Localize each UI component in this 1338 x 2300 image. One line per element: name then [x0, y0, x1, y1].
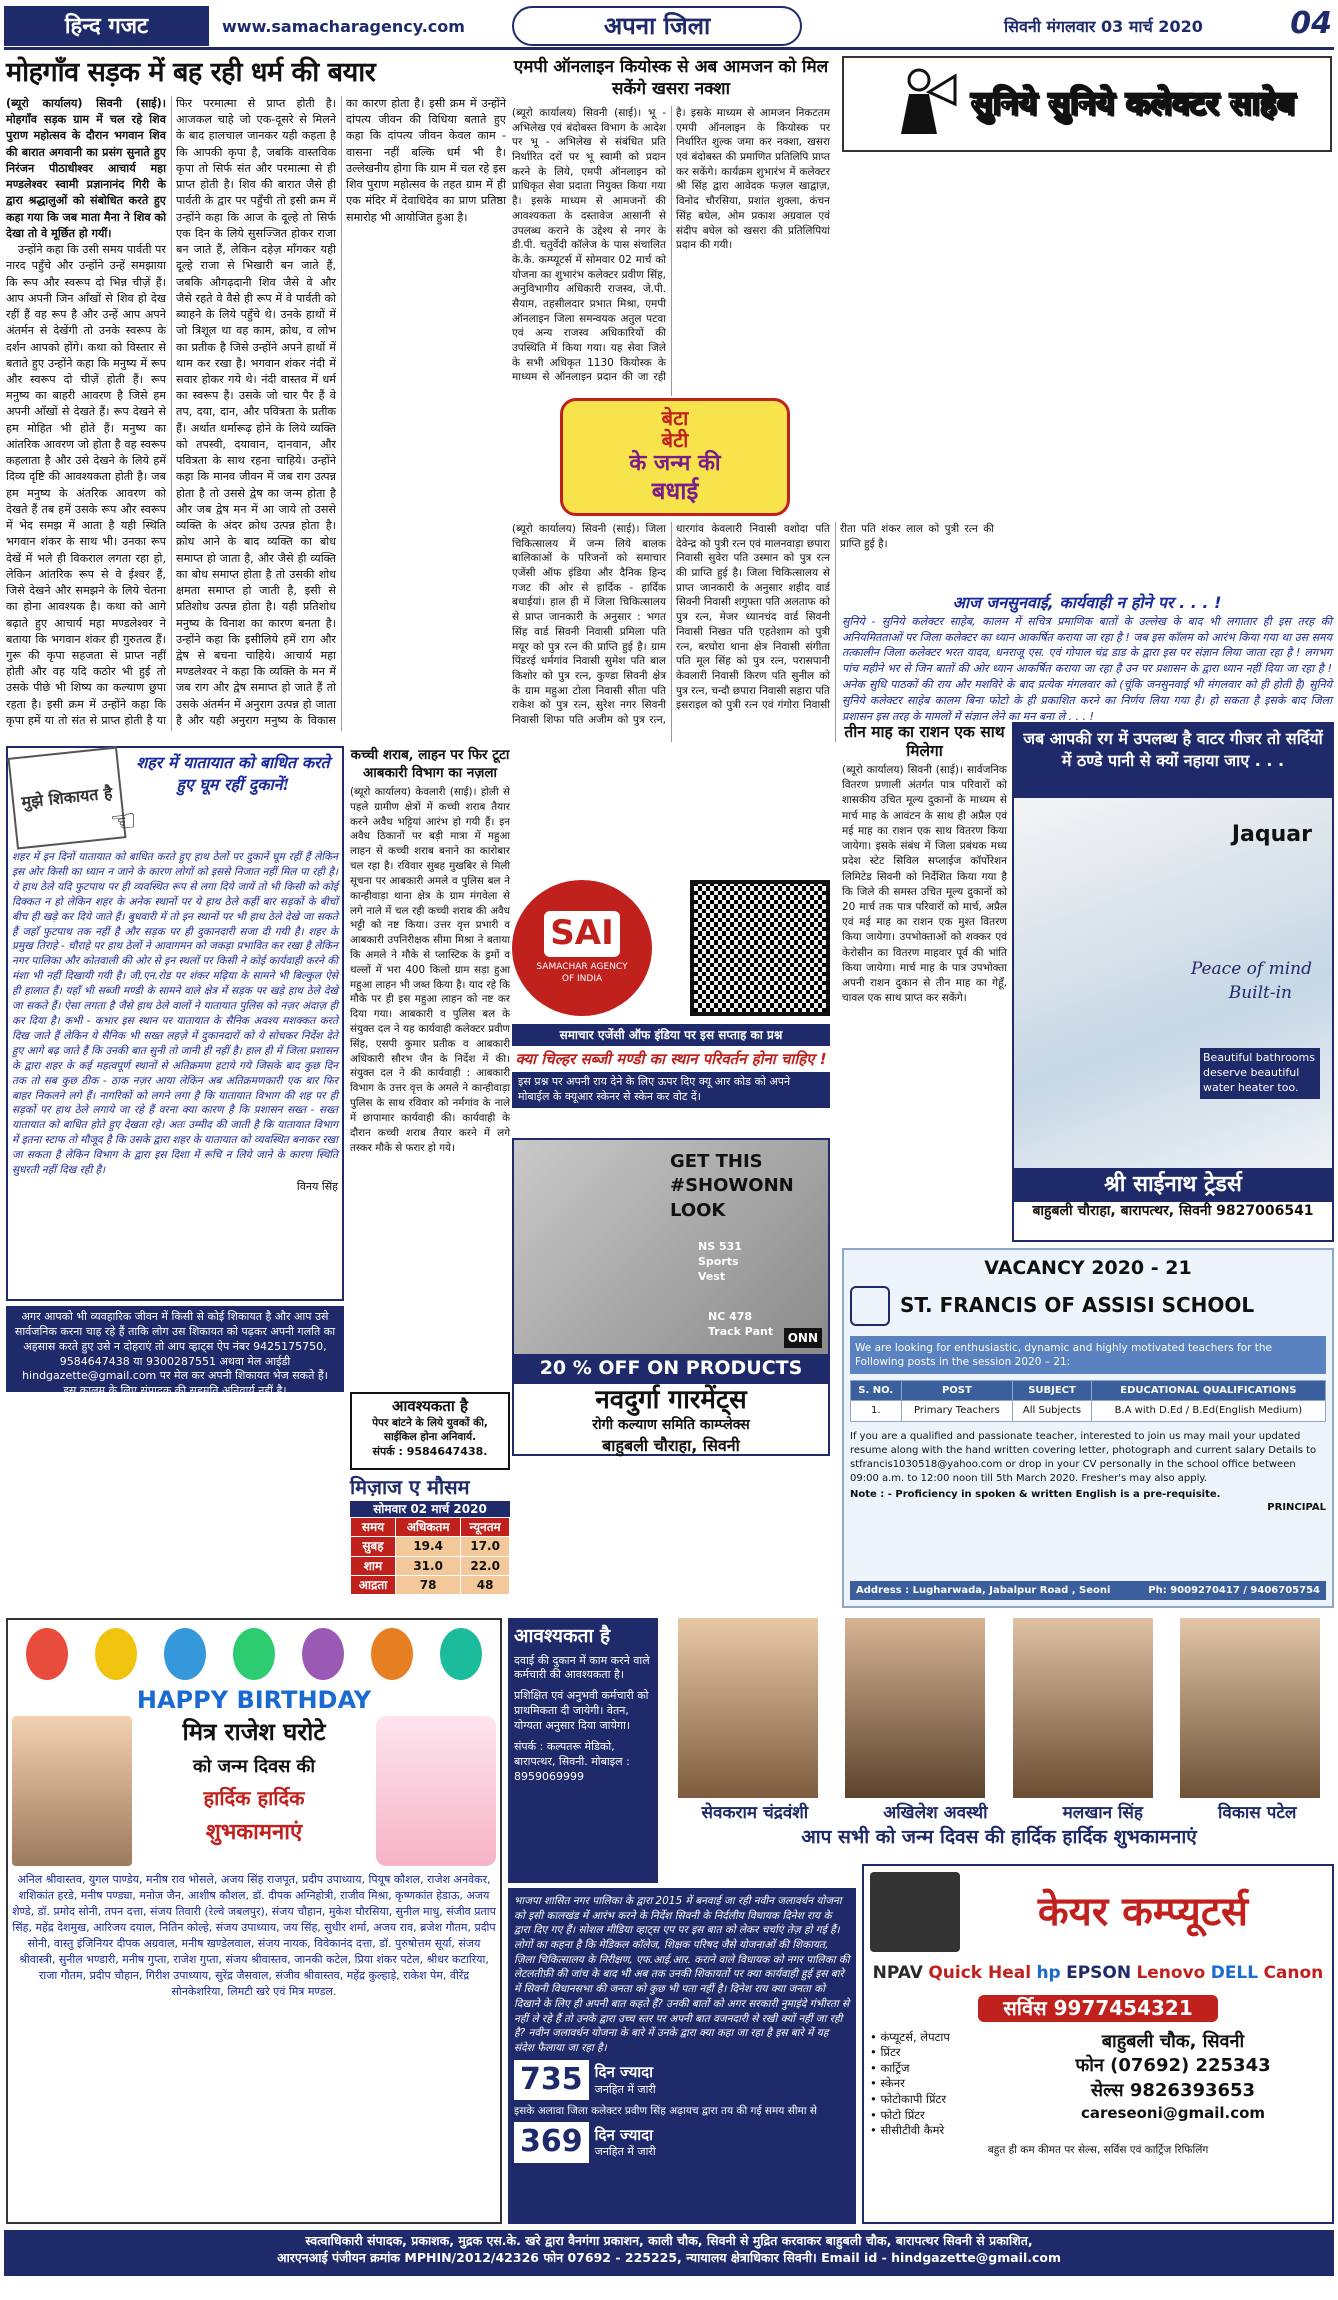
pointing-hand-icon: ☜ [108, 802, 139, 841]
ad-question: क्या चिल्हर सब्जी मण्डी का स्थान परिवर्तन होना चाहिए ! [515, 1050, 827, 1069]
story-body: भाजपा शासित नगर पालिका के द्वारा 2015 में बनवाई जा रही नवीन जलावर्धन योजना को इसी कालखंड में आरंभ करने के निर्देश सिवनी के निर्दलीय विधायक दिनेश राय के द्वारा दिए गए हैं। सोशल मीडिया व्हाट्स एप पर इस बात को लेकर चर्चाएं तेज़ हो गई हैं। लोगों का कहना है कि मेडिकल कॉलेज, शिक्षक परिषद जैसे योजनाओं की शिकायत, ज़िला चिकित्सालय के निरीक्षण, एफ.आई.आर. कराने वाले विधायक को नगर पालिका की लेटलतीफ़ी की जांच के बाद भी अब तक उनकी शिकायतों पर क्या कार्यवाही हुई इस बारे में सिवनी विधानसभा की जनता को कुछ भी पता नहीं है। दिनेश राय क्या जनता को दिखाने के लिए ही अपनी बात कहते हैं? उनकी बातों को अगर सरकारी नुमाइंदे गंभीरता से नहीं ले रहे हैं तो उनके द्वारा उच्च स्तर पर अपनी बात वजनदारी से रखी क्यों नहीं जा रही है? नवीन जलावर्धन योजना के बारे में उनके द्वारा क्या कहा जा रहा है इस बारे में यह संदेश फैलाया जा रहा है। [514, 1895, 850, 2054]
slogan: Built-in [1228, 983, 1292, 1003]
vacancy-cell: All Subjects [1013, 1401, 1091, 1422]
school-address: Address : Lugharwada, Jabalpur Road , Seoni [856, 1584, 1111, 1596]
school-phone[interactable]: Ph: 9009270417 / 9406705754 [1148, 1584, 1320, 1596]
logo-text: SAMACHAR AGENCY OF INDIA [536, 961, 628, 984]
ad-wanted-newspaper [350, 1392, 510, 1470]
ad-vacancy [842, 1248, 1334, 1608]
brand-logo: Canon [1263, 1963, 1324, 1983]
birthday-photo [12, 1716, 132, 1866]
vacancy-intro: We are looking for enthusiastic, dynamic and highly motivated teachers for the Following posts in the session 2020 – 21: [850, 1336, 1326, 1374]
stamp-text: मुझे शिकायत है [20, 783, 114, 812]
story-body: (ब्यूरो कार्यालय) केवलारी (साई)। होली से पहले ग्रामीण क्षेत्रों में कच्ची शराब तैयार करने अवैध भट्टियां आरंभ हो गयी हैं। इन अवैध ठिकानों पर बड़ी मात्रा में महुआ लाहन से कच्ची शराब बनाने का कारोबार चल रहा है। रविवार सुबह मुखबिर से मिली सूचना पर आबकारी अमले व पुलिस बल ने कान्हीवाड़ा थाना क्षेत्र के ग्राम मंगवेला से लगे नाले में चल रही कच्ची शराब की अवैध भट्टी को नष्ट किया। उत्तर वृत्त प्रभारी व आबकारी उपनिरीक्षक सीमा मिश्रा ने बताया कि अमले ने मौके से प्लास्टिक के ड्रमों व थल्लों में भरा 400 किलो ग्राम सड़ा हुआ महुआ लाहन भी जब्त किया है। याद रहे कि मौके पर ही इस महुआ लाहन को नष्ट कर दिया गया। आबकारी व पुलिस बल के संयुक्त दल ने यह कार्यवाही कलेक्टर प्रवीण सिंह, एसपी कुमार प्रतीक व आबकारी अधिकारी सौरभ जैन के निर्देश में की। संयुक्त दल ने की कार्यवाही : आबकारी विभाग के उत्तर वृत्त के अमले ने कान्हीवाड़ा पुलिस के साथ रविवार को नर्मगांव के नाले में छापामार कार्यवाही की। कार्यवाही के दौरान कच्ची शराब तैयार करने में लगे तस्कर मौके से फरार हो गये। [350, 786, 510, 1154]
product-item: • सीसीटीवी कैमरे [870, 2123, 945, 2138]
story-ration [842, 722, 1007, 1242]
vacancy-cell: Primary Teachers [901, 1401, 1013, 1422]
badge-line: बधाई [651, 477, 699, 505]
ad-care-computers [862, 1864, 1334, 2224]
weather-cell: 17.0 [461, 1537, 510, 1556]
website[interactable]: www.samacharagency.com [222, 17, 465, 36]
jaquar-note: Beautiful bathrooms deserve beautiful water heater too. [1200, 1048, 1320, 1099]
service-number[interactable]: सर्विस 9977454321 [978, 1995, 1218, 2022]
vacancy-cell: B.A with D.Ed / B.Ed(English Medium) [1091, 1401, 1325, 1422]
person-name: अखिलेश अवस्थी [883, 1803, 988, 1823]
dateline: सिवनी मंगलवार 03 मार्च 2020 [1004, 17, 1203, 36]
birthday-top: HAPPY BIRTHDAY [136, 1686, 372, 1714]
qr-code[interactable] [690, 880, 830, 1016]
weather-cell: शाम [351, 1556, 396, 1575]
ad-samachar-agency [512, 880, 830, 1130]
weather-date: सोमवार 02 मार्च 2020 [350, 1501, 510, 1517]
ad-instruction: इस प्रश्न पर अपनी राय देने के लिए ऊपर दिए क्यू आर कोड को अपने मोबाईल के क्यूआर स्केनर से स्केन कर वोट दें। [512, 1072, 830, 1108]
weather-box [350, 1474, 510, 1616]
brand-logo: hp [1036, 1963, 1061, 1983]
computers-footnote: बहुत ही कम कीमत पर सेल्स, सर्विस एवं कार्ट्रिज रिफिलिंग [987, 2143, 1209, 2156]
badge-line: बेटी [661, 428, 689, 452]
story-body: (ब्यूरो कार्यालय) सिवनी (साई)। भू - अभिलेख एवं बंदोबस्त विभाग के आदेश पर भू - अभिलेख से संबंधित प्रति निर्धारित दरों पर भू स्वामी को प्रदान करने के लिये, एमपी ऑनलाइन को प्राधिकृत सेवा प्रदाता नियुक्त किया गया है। इसके माध्यम से आमजनों की आवश्यकता के दस्तावेज आसानी से उपलब्ध कराने के उद्देश्य से नगर के डी.पी. चतुर्वेदी कॉलेज के पास संचालित के.के. कम्प्यूटर्स में सोमवार 02 मार्च को योजना का शुभारंभ कलेक्टर प्रवीण सिंह, अनुविभागीय अधिकारी राजस्व, जे.पी. सैयाम, तहसीलदार प्रभात मिश्रा, एमपी ऑनलाइन जिला समन्वयक अतुल पटवा एवं अन्य राजस्व अधिकारियों की उपस्थिति में किया गया। यह सेवा जिले के सभी अधिकृत 1130 कियोस्क के माध्यम से ऑनलाइन प्रदान की जा रही है। इसके माध्यम से आमजन निकटतम एमपी ऑनलाइन के कियोस्क पर निर्धारित शुल्क जमा कर नक्शा, खसरा एवं बंदोबस्त की प्रमाणित प्रतिलिपि प्राप्त कर सकेंगे। कार्यक्रम शुभारंभ में कलेक्टर श्री सिंह द्वारा आवेदक फज़ल खाद्वाज़, विनोद चौरसिया, प्रशांत शुक्ला, कंचन सिंह बघेल, ओम प्रकाश अग्रवाल एवं संदीप बघेल को खसरा की प्रतिलिपियां प्रदान की गयी। [512, 107, 830, 384]
product-item: • स्केनर [870, 2076, 905, 2091]
ad-caption: समाचार एजेंसी ऑफ इंडिया पर इस सप्ताह का प्रश्न [512, 1024, 830, 1046]
collector-banner [842, 56, 1332, 152]
days-label: दिन ज्यादा [594, 2063, 654, 2082]
wanted-heading: आवश्यकता है [392, 1397, 468, 1415]
masthead-rule [4, 47, 1334, 50]
story-body: (ब्यूरो कार्यालय) सिवनी (साई)। सार्वजनिक वितरण प्रणाली अंतर्गत पात्र परिवारों को शासकीय उचित मूल्य दुकानों के माध्यम से मार्च माह के आवंटन के साथ ही अप्रैल एवं मई माह का राशन एक साथ वितरण किया जायेगा। इसके संबंध में जिला प्रबंधक मध्य प्रदेश स्टेट सिविल सप्लाईज कॉर्पोरेशन लिमिटेड सिवनी को निर्देशित किया गया है कि जिले की समस्त उचित मूल्य दुकानों को 20 मार्च तक पात्र परिवारों को मार्च, अप्रैल एवं मई माह का राशन एक मुश्त वितरण किया जायेगा। उपभोक्ताओं को शक्कर एवं केरोसीन का वितरण माहवार पूर्व की भांति किया जायेगा। मार्च माह के पात्र उपभोक्ता अपनी राशन दुकान से तीन माह का गेहूँ, चावल एक साथ प्राप्त कर सकेंगे। [842, 764, 1007, 1005]
headline: एमपी ऑनलाइन कियोस्क से अब आमजन को मिल सकेंगे खसरा नक्शा [513, 57, 829, 99]
weather-cell: आद्रता [351, 1575, 396, 1594]
story-mp-online [512, 56, 830, 396]
shop-phone[interactable]: फोन (07692) 225343 [1075, 2055, 1271, 2077]
story-body: उन्होंने कहा कि उसी समय पार्वती पर नारद पहुँचे और उन्होंने उन्हें समझाया कि रूप और स्वरूप दो भिन्न चीज़ें हैं। आप अपनी जिन आँखों से शिव हो देख रहीं हैं वह रूप है और उन्हें आप अपने अंतर्मन से देखेंगी तो उनके स्वरूप के दर्शन आपको होंगे। कथा को विस्तार से बताते हुए उन्होंने कहा कि मनुष्य में रूप और स्वरूप दो चीज़ें होती हैं। रूप मनुष्य का बाहरी आवरण है जिसे हम अपनी आँखों से देखते हैं। रूप देखने से हम मोहित भी होते हैं। मनुष्य का आंतरिक आवरण जो होता है वह स्वरूप कहलाता है और उसे देखने के लिये हमें दिव्य दृष्टि की आवश्यकता होती है। जब हम मनुष्य के अंतरिक आवरण को देखते हैं तब हमें उसके रूप और स्वरूप में भेद समझ में आता है यही स्थिति भगवान शंकर के साथ भी। उनका रूप देखें में भले ही विकराल लगता रहा हो, लेकिन आंतरिक रूप से वे ईश्वर हैं, जिसे देखने और समझने के लिये चेतना का होना आवश्यक है। कथा को आगे बढ़ाते हुए आचार्य महा मण्डलेश्वर ने बताया कि भगवान शंकर ही गुरुतत्व हैं। गुरू की कृपा सहजता से प्राप्त नहीं होती और वह यदि कठोर भी हुई तो उसके पीछे भी शिष्य का कल्याण छुपा रहता है। इसी क्रम में उन्होंने कहा कि कृपा हमें या तो संत से प्राप्त होती है या फिर परमात्मा से प्राप्त होती है। आजकल चाहे जो एक-दूसरे से मिलने के बाद हालचाल जानकर यही कहता है कि आपकी कृपा है, जबकि वास्तविक कृपा तो सिर्फ संत और परमात्मा से ही प्राप्त होती है। शिव की बारात जैसे ही पार्वती के द्वार पर पहुँची तो इसी क्रम में उन्होंने कहा कि आज के दूल्हे तो सिर्फ एक दिन के लिये सुसज्जित होकर राजा बन जाते हैं, लेकिन दहेज़ माँगकर यही दूल्हे राजा से भिखारी बन जाते हैं, जबकि औगढ़दानी शिव जैसे वे और जैसे रहते वे वैसे ही रूप में वे पार्वती को ब्याहने के लिये पहुँचे थे। उनके हाथों में जो त्रिशूल था वह काम, क्रोध, व लोभ का प्रतीक है जिसे उन्होंने अपने हाथों में थाम कर रखा है। भगवान शंकर नंदी में सवार होकर गये थे। नंदी वास्तव में धर्म का स्वरूप है। उसके जो चार पैर हैं वे तप, दया, दान, और पवित्रता के प्रतीक हैं। अर्थात धर्मारूढ़ होने के लिये व्यक्ति को तपस्वी, दयावान, दानवान, और पवित्रता के साथ रहना चाहिये। उन्होंने कहा कि मानव जीवन में जब राग उत्पन्न होता है तो उससे द्वेष का जन्म होता है और जब द्वेष मन में आ जाये तो उससे व्यक्ति के अंदर क्रोध उत्पन्न होता है। क्रोध आने के बाद व्यक्ति का बोध समाप्त हो जाता है, और जैसे ही व्यक्ति का बोध समाप्त होता है तो उसकी शोध क्षमता समाप्त हो जाती है, इसी से प्रतिशोध उत्पन्न होता है। यही प्रतिशोध मनुष्य के विनाश का कारण बनता है। उन्होंने कहा कि इसीलिये हमें राग और द्वेष से बचना चाहिये। आचार्य महा मण्डलेश्वर ने कहा कि व्यक्ति के मन में जब राग और द्वेष समाप्त हो जाते हैं तो उसके अंतर्मन में अनुराग उत्पन्न हो जाता है और यही अनुराग मनुष्य के विकास का कारण होता है। इसी क्रम में उन्होंने दांपत्य जीवन की विधिया बताते हुए कहा कि दांपत्य जीवन केवल काम - वासना नहीं बल्कि धर्म भी है। उल्लेखनीय होगा कि ग्राम में चल रहे इस शिव पुराण महोत्सव के तहत ग्राम में ही एक मंदिर में देवाधिदेव का प्राण प्रतिष्ठा समारोह भी आयोजित हुआ है। [6, 97, 506, 727]
headline: मोहगाँव सड़क में बह रही धर्म की बयार [6, 57, 376, 88]
day-count: 735 [514, 2060, 589, 2101]
collector-column [842, 56, 1332, 724]
headline: शहर में यातायात को बाधित करते हुए घूम रहीं दुकानें! [136, 753, 330, 794]
person-name: मलखान सिंह [1062, 1803, 1143, 1823]
still-on: जनहित में जारी [594, 2145, 656, 2159]
shop-address: बाहुबली चौराहा, बारापत्थर, सिवनी 9827006541 [1032, 1202, 1314, 1219]
weather-cell: सुबह [351, 1537, 396, 1556]
slogan: Peace of mind [1190, 959, 1312, 979]
imprint-line: स्वत्वाधिकारी संपादक, प्रकाशक, मुद्रक एस.के. खरे द्वारा वैनगंगा प्रकाशन, काली चौक, सिवनी से मुद्रित करवाकर बाहुबली चौक, बारापत्थर सिवनी से प्रकाशित, [305, 2233, 1033, 2248]
beti-badge [560, 398, 790, 516]
shop-address: रोगी कल्याण समिति काम्प्लेक्स [592, 1416, 750, 1433]
tagline: GET THIS #SHOWONN LOOK [670, 1151, 794, 1221]
complaint-note-text: अगर आपको भी व्यवहारिक जीवन में किसी से कोई शिकायत है और आप उसे सार्वजनिक करना चाह रहे हैं ताकि लोग उस शिकायत को पढ़कर अपनी गलति का अहसास करते हुए उसे न दोहराएं तो आप व्हाट्स ऐप नंबर 9425175750, 9584647438 या 9300287551 अथवा मेल आईडी hindgazette@gmail.com पर मेल कर अपनी शिकायत भेज सकते हैं। इस कालम के लिए संपादक की सहमति अनिवार्य नहीं है। [14, 1310, 336, 1398]
weather-cell: 31.0 [395, 1556, 460, 1575]
medical-heading: आवश्यकता है [514, 1625, 611, 1647]
ad-medical-wanted [508, 1618, 658, 1883]
brand-mark: ONN [784, 1328, 822, 1348]
weather-table [350, 1517, 510, 1595]
headline: कच्ची शराब, लाहन पर फिर टूटा आबकारी विभाग का नज़ला [350, 747, 510, 781]
badge-line: बेटा [661, 406, 689, 430]
garment-photo [514, 1140, 828, 1354]
story-traffic [6, 746, 344, 1301]
person-photo [1180, 1618, 1320, 1798]
logo: हिन्द गजट [4, 6, 209, 46]
ad-jaquar [1012, 722, 1334, 1242]
story-body: शहर में इन दिनों यातायात को बाधित करते हुए हाथ ठेलों पर दुकानें घूम रहीं हैं लेकिन इस ओर किसी का ध्यान न जाने के कारण लोगों को इससे निजात नहीं मिल पा रही है। ये हाथ ठेले यदि फुटपाथ पर ही व्यवस्थित रूप से लगा दिये जायें तो भी किसी को कोई दिक्कत न हो लेकिन शहर के अनेक स्थानों पर ये हाथ ठेले कहीं बार सड़कों के बीचों बीच ही खड़े कर दिये जाते हैं। बुधवारी में तो इन स्थानों पर भी हाथ ठेले देखे जा सकते हैं जहाँ फुटपाथ तक नहीं है और सड़क पर ही दुकानदारी सजा दी गयी है। शहर के प्रमुख तिराहे - चौराहे पर हाथ ठेलों ने आवागमन को जकड़ा प्रभावित कर रखा है लेकिन नगर पालिका और कोतवाली की ओर से इन स्थलों पर किसी ने कोई कार्यवाही करने की मंशा भी नहीं दिखायी गयी है। जी.एन.रोड पर शंकर मढ़िया के सामने भी बिल्कुल ऐसे ही हालात हैं। यहाँ भी सब्जी मण्डी के सामने वाले क्षेत्र में सड़क पर खड़े हाथ ठेले देखे जा सकते हैं। ऐसा लगता है जैसे हाथ ठेले वालों ने यातायात पुलिस को नज़र अंदाज़ ही कर दिया है। कभी - कभार इस स्थान पर यातायात के सैनिक अवश्य मशक्कत करते दिख जाते हैं लेकिन ये सैनिक भी सख्त लहज़े में दुकानदारों को ये सोचकर निर्देश देते हुए आगे बढ़ जाते हैं कि उनकी बात सुनी तो जानी ही नहीं है। हाल ही में जिला प्रशासन के द्वारा शहर के कई महत्वपूर्ण स्थानों से अतिक्रमण हटाये गये जिसके बाद कुछ दिन तक तो सब कुछ ठीक - ठाक नज़र आया लेकिन अब अतिक्रमणकारी एक बार फिर बाहर निकलने लगे हैं। नागरिकों को लगने लगा है कि यातायात विभाग की शह पर ही सड़कों पर हाथ ठेले लगाये जा रहे हैं वरना क्या कारण है कि प्रशासन सख्त - सख्त यातायात को बाधित होते हुए देखता रहे। अतः उम्मीद की जाती है कि यातायात विभाग में इतना स्टाफ तो मौजूद है कि उसके द्वारा शहर के यातायात को व्यवस्थित बनाकर रखा जा सकता है लेकिन विभाग के द्वारा इस दिशा में रूचि न लिये जाने के कारण स्थिति सुधरती नहीं दिख रही है। [12, 851, 338, 1177]
ad-birthday [6, 1618, 502, 2224]
weather-cell: 78 [395, 1575, 460, 1594]
brand-logo: Lenovo [1136, 1963, 1206, 1983]
shop-address: बाहुबली चौक, सिवनी [1101, 2030, 1245, 2052]
jaquar-brand: Jaquar [1231, 822, 1312, 847]
wishes-footer: आप सभी को जन्म दिवस की हार्दिक हार्दिक शुभकामनाएं [801, 1825, 1197, 1848]
weather-header: अधिकतम [395, 1518, 460, 1537]
story-water-scheme [508, 1888, 856, 2224]
cake-icon [376, 1716, 496, 1866]
vacancy-header: EDUCATIONAL QUALIFICATIONS [1091, 1380, 1325, 1401]
weather-title: मिज़ाज ए मौसम [350, 1475, 470, 1499]
collector-heading: आज जनसुनवाई, कार्यवाही न होने पर . . . ! [952, 593, 1222, 612]
wanted-contact: संपर्क : 9584647438. [372, 1444, 488, 1458]
product-item: • प्रिंटर [870, 2045, 901, 2060]
town-crier-icon [879, 64, 959, 144]
agency-logo [512, 880, 652, 1016]
shop-sales[interactable]: सेल्स 9826393653 [1090, 2079, 1256, 2101]
story-body: (ब्यूरो कार्यालय) सिवनी (साई)। जिला चिकित्सालय में जन्म लिये बालक बालिकाओं के परिजनों को समाचार एजेंसी ऑफ इंडिया और दैनिक हिन्द गजट की ओर से हार्दिक - हार्दिक बधाईयां। हाल ही में जिला चिकित्सालय से प्राप्त जानकारी के अनुसार : भगत सिंह वार्ड सिवनी निवासी प्रमिला पति मयूर को पुत्र रत्न की प्राप्ति हुई है। ग्राम पिंडरई धर्मगांव निवासी सुमेश पति बाल किशोर को पुत्र रत्न, कुण्डा सिवनी क्षेत्र के ग्राम महुआ टोला निवासी सीता पति राकेश को पुत्र रत्न, सुरेश नगर सिवनी निवासी शिफा पति अजीम को पुत्र रत्न, धारगांव केवलारी निवासी वशोदा पति देवेन्द्र को पुत्री रत्न एवं मालनवाड़ा छपारा निवासी सुवेरा पति उस्मान को पुत्र रत्न की प्राप्ति हुई है। जिला चिकित्सालय से प्राप्त जानकारी के अनुसार शहीद वार्ड सिवनी निवासी शगुफ्ता पति अलताफ को पुत्र रत्न, मेजर ध्यानचंद वार्ड सिवनी निवासी निखत पति एहतेशाम को पुत्री रत्न, बरघोरा थाना क्षेत्र निवासी संगीता पति मूल सिंह को पुत्र रत्न, परासपानी केवलारी निवासी किरण पति सुनील को पुत्र रत्न, चन्दौ छपारा निवासी सहारा पति इसराइल को पुत्री रत्न एवं गंगोरा निवासी रीता पति शंकर लाल को पुत्री रत्न की प्राप्ति हुई है। [512, 523, 994, 726]
item-vest: NS 531 Sports Vest [698, 1240, 742, 1283]
birthday-line: हार्दिक हार्दिक [203, 1786, 305, 1811]
item-pant: NC 478 Track Pant [708, 1310, 774, 1338]
vacancy-title: VACANCY 2020 - 21 [984, 1257, 1192, 1279]
shop-name: श्री साईनाथ ट्रेडर्स [1014, 1168, 1332, 1202]
shop-title: केयर कम्प्यूटर्स [1037, 1888, 1249, 1935]
vacancy-body: If you are a qualified and passionate teacher, interested to join us may mail your updated resume along with the hand written covering letter, photograph and current salary Details to stfrancis1030518@yahoo.com or drop in your CV personally in the school office between 09:00 a.m. to 12:00 noon till 5th March 2020. Fresher's may also apply. [850, 1430, 1317, 1484]
weather-row [351, 1556, 510, 1575]
masthead [4, 4, 1334, 50]
wanted-body: पेपर बांटने के लिये युवकों की, साईकिल होना अनिवार्य. [372, 1417, 488, 1444]
shop-address: बाहुबली चौराहा, सिवनी [602, 1435, 740, 1455]
complaint-note [6, 1306, 344, 1398]
vacancy-header: S. NO. [851, 1380, 902, 1401]
imprint-line: आरएनआई पंजीयन क्रमांक MPHIN/2012/42326 फोन 07692 - 225225, न्यायालय क्षेत्राधिकार सिवनी। Email id - hindgazette@gmail.com [276, 2249, 1062, 2265]
vacancy-header: SUBJECT [1013, 1380, 1091, 1401]
weather-cell: 22.0 [461, 1556, 510, 1575]
byline: विनय सिंह [296, 1179, 338, 1193]
birthday-name: मित्र राजेश घरोटे [182, 1718, 326, 1747]
medical-contact[interactable]: संपर्क : कल्पतरू मेडिको, बारापत्थर, सिवनी. मोबाइल : 8959069999 [514, 1739, 630, 1783]
story-mohgaon [6, 56, 506, 741]
birthday-line: को जन्म दिवस की [192, 1755, 315, 1777]
story-lead: (ब्यूरो कार्यालय) सिवनी (साई)। मोहगाँव सड़क ग्राम में चल रहे शिव पुराण महोत्सव के दौरान भगवान शिव की बारात अगवानी का प्रसंग सुनाते हुए निरंजन पीठाधीश्वर आचार्य महा मण्डलेश्वर स्वामी प्रज्ञानानंद गिरी के द्वारा श्रद्धालुओं को संबोधित करते हुए कहा गया कि जब माता मैना ने शिव को देखा तो वे मूर्छित हो गयीं। [6, 97, 166, 240]
section-title: अपना जिला [512, 6, 802, 46]
jaquar-photo [1014, 798, 1332, 1168]
badge-line: के जन्म की [629, 451, 721, 476]
weather-row [351, 1575, 510, 1594]
birthday-line: शुभकामनाएं [205, 1820, 303, 1846]
weather-row [351, 1537, 510, 1556]
product-item: • फोटोकापी प्रिंटर [870, 2092, 947, 2106]
person-name: विकास पटेल [1217, 1803, 1297, 1823]
vacancy-cell: 1. [851, 1401, 902, 1422]
days-label: दिन ज्यादा [594, 2125, 654, 2144]
product-item: • कार्ट्रिज [870, 2060, 910, 2075]
person-photo [1013, 1618, 1153, 1798]
product-item: • कंप्यूटर्स, लेपटाप [870, 2029, 950, 2044]
vacancy-note: Note : - Proficiency in spoken & written English is a pre-requisite. [850, 1488, 1221, 1500]
weather-cell: 19.4 [395, 1537, 460, 1556]
brand-logo: NPAV [872, 1963, 923, 1983]
ad-garments [512, 1138, 830, 1456]
brand-logo: Quick Heal [928, 1963, 1032, 1983]
person-photo [678, 1618, 818, 1798]
school-name: ST. FRANCIS OF ASSISI SCHOOL [900, 1293, 1255, 1318]
day-count: 369 [514, 2122, 589, 2163]
vacancy-header: POST [901, 1380, 1013, 1401]
product-item: • फोटो प्रिंटर [870, 2107, 925, 2122]
shop-name: नवदुर्गा गारमेंट्स [595, 1384, 747, 1415]
person-photo [845, 1618, 985, 1798]
computer-icon [870, 1872, 960, 1952]
product-list [870, 2030, 1020, 2139]
logo-mark: SAI [544, 911, 619, 957]
weather-header: न्यूनतम [461, 1518, 510, 1537]
vacancy-table [850, 1380, 1326, 1422]
medical-body: प्रशिक्षित एवं अनुभवी कर्मचारी को प्राथमिकता दी जायेगी। वेतन, योग्यता अनुसार दिया जायेगा। [514, 1689, 649, 1733]
story-birth-wishes [512, 522, 994, 742]
collector-body: सुनिये - सुनिये कलेक्टर साहेब, कालम में सचित्र प्रमाणिक बातों के उल्लेख के बाद भी लगातार ही इस तरह की अनियमितताओं पर जिला कलेक्टर का ध्यान आकर्षित कराया जा रहा है ! जब इस कॉलम को आरंभ किया गया था उस समय तत्कालीन जिला कलेक्टर भरत यादव, धनराजू एस. एवं गोपाल चंद्र डाड के द्वारा इस पर संज्ञान लिया जाता रहा है ! लगभग पांच महीने भर से जिन बातों की ओर ध्यान आकर्षित कराया जा रहा है उन पर प्रशासन के द्वारा ध्यान नहीं दिया जा रहा है ! अनेक सुधि पाठकों की राय और मशविरे के बाद प्रत्येक मंगलवार को (चूंकि जनसुनवाई भी मंगलवार को ही होती है) सुनिये सुनिये कलेक्टर साहेब कालम बिना फोटो के ही प्रकाशित करने का निर्णय लिया गया है। हो सकता है इसके बाद जिला प्रशासन इस तरह के मामलों में संज्ञान लेने का मन बना ले . . . ! [842, 614, 1332, 724]
brand-logo: DELL [1210, 1963, 1259, 1983]
school-crest-icon [850, 1286, 890, 1326]
imprint [4, 2230, 1334, 2276]
weather-cell: 48 [461, 1575, 510, 1594]
ad-birthday-wishes [664, 1618, 1334, 1858]
brand-logo: EPSON [1066, 1963, 1132, 1983]
medical-body: दवाई की दुकान में काम करने वाले कर्मचारी की आवश्यकता है। [514, 1653, 650, 1682]
story-liquor [350, 746, 510, 1386]
vacancy-sign: PRINCIPAL [1267, 1502, 1326, 1514]
balloons [12, 1624, 496, 1684]
still-on: जनहित में जारी [594, 2082, 656, 2096]
complaint-stamp [7, 747, 139, 850]
headline: तीन माह का राशन एक साथ मिलेगा [844, 722, 1005, 760]
offer: 20 % OFF ON PRODUCTS [514, 1354, 828, 1384]
weather-header: समय [351, 1518, 396, 1537]
person-name: सेवकराम चंद्रवंशी [701, 1803, 809, 1823]
story-body: इसके अलावा जिला कलेक्टर प्रवीण सिंह अढ़ायच द्वारा तय की गई समय सीमा से [514, 2105, 817, 2118]
page-number: 04 [1290, 6, 1332, 41]
wishers-list: अनिल श्रीवास्तव, युगल पाण्डेय, मनीष राव भोसले, अजय सिंह राजपूत, प्रदीप उपाध्याय, पियूष कौशल, राजेश अनवेकर, शशिकांत हरडे, मनीष पण्ड्या, मनोज जैन, आशीष कौशल, डॉ. दीपक अग्निहोत्री, राजीव मिश्रा, कृष्णकांत हेडाऊ, अजय शेण्डे, डॉ. प्रमोद सोनी, तपन दत्ता, संजय तिवारी (रेल्वे जबलपुर), संजय चौहान, मुकेश चौरसिया, सुनील माधु, संजीव प्रताप सिंह, महेंद्र देशमुख, आरिजय दयाल, नितिन कोल्हे, संजय उपाध्याय, जय सिंह, सुधीर शर्मा, अजय राव, ब्रजेश गौतम, प्रदीप सोनी, वास्तु इंजिनियर दीपक अग्रवाल, मनीष खण्डेलवाल, संजय नायक, विवेकानंद दत्ता, डॉ. पुरुषोत्तम सूर्या, संजय श्रीवास्त्री, सुनील भण्डारी, मनीष गुप्ता, राजेश गुप्ता, संजय श्रीवास्तव, जानकी कटेल, प्रिया शंकर पटेल, श्रीधर कटारिया, राजा गौतम, प्रदीप चौहान, गिरीश उपाध्याय, सुरेंद्र जैसवाल, संजीव श्रीवास्तव, महेंद्र कुल्हाड़े, राकेश पेम, वीरेंद्र सोनकेशरिया, लिमटी खरे एवं मित्र मण्डल. [12, 1873, 496, 1998]
shop-email[interactable]: careseoni@gmail.com [1080, 2103, 1266, 2122]
jaquar-headline: जब आपकी रग में उपलब्ध है वाटर गीजर तो सर्दियों में ठण्डे पानी से क्यों नहाया जाए . . . [1014, 724, 1332, 798]
banner-text: सुनिये सुनिये कलेक्टर साहेब [970, 84, 1295, 123]
